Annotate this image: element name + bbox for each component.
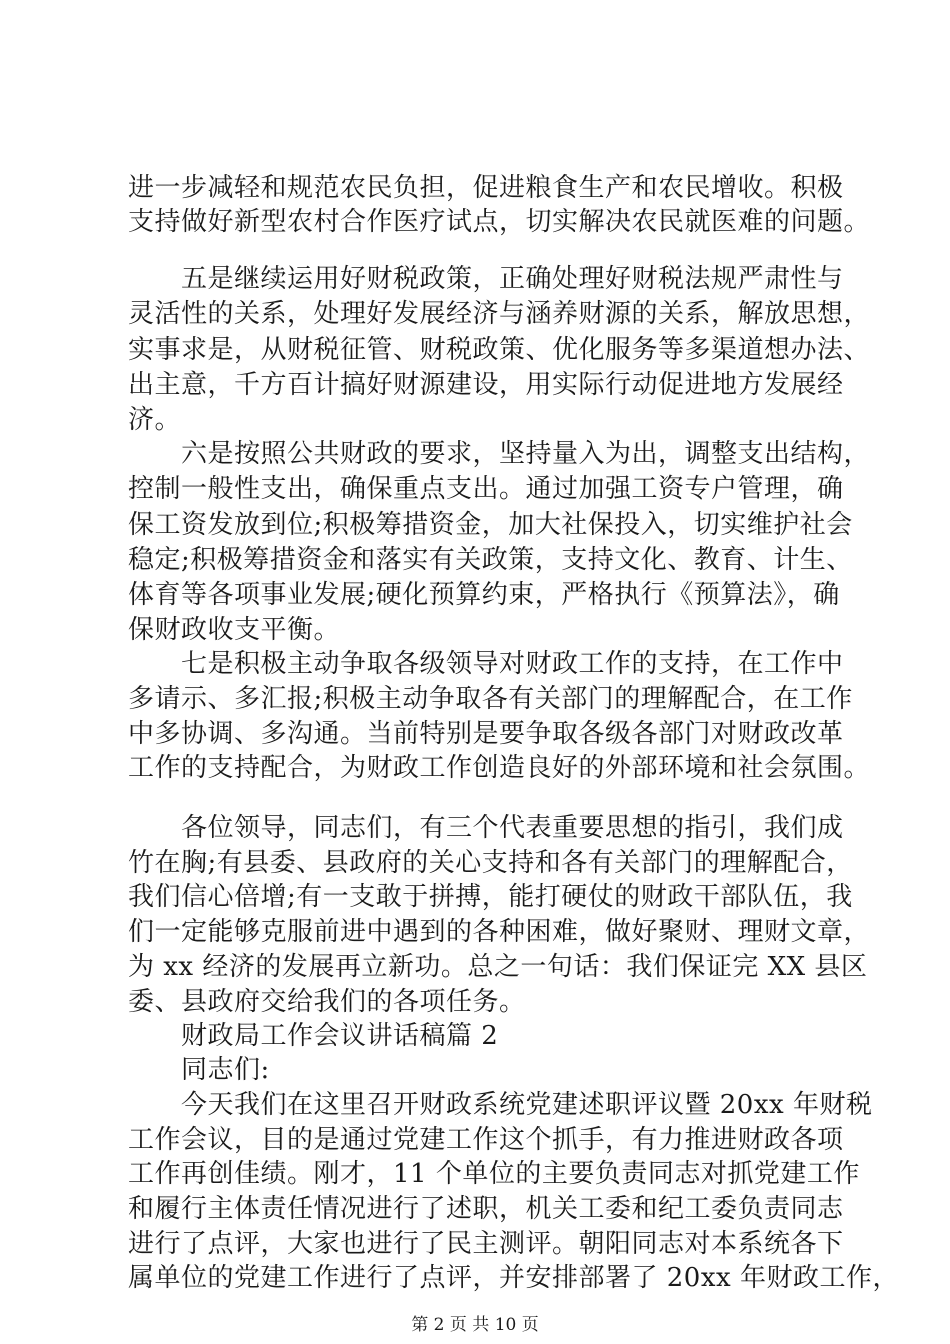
text-line: 七是积极主动争取各级领导对财政工作的支持，在工作中 (128, 649, 844, 679)
text-line: 工作的支持配合，为财政工作创造良好的外部环境和社会氛围。 (128, 753, 871, 783)
text-line: 保财政收支平衡。 (128, 615, 341, 645)
text-line: 灵活性的关系，处理好发展经济与涵养财源的关系，解放思想， (128, 299, 871, 329)
text-line: 体育等各项事业发展;硬化预算约束，严格执行《预算法》，确 (128, 580, 840, 610)
text-line: 实事求是，从财税征管、财税政策、优化服务等多渠道想办法、 (128, 335, 871, 365)
text-line: 出主意，千方百计搞好财源建设，用实际行动促进地方发展经 (128, 370, 844, 400)
text-line: 稳定;积极筹措资金和落实有关政策，支持文化、教育、计生、 (128, 545, 853, 575)
text-line: 多请示、多汇报;积极主动争取各有关部门的理解配合，在工作 (128, 684, 853, 714)
text-line: 和履行主体责任情况进行了述职，机关工委和纪工委负责同志 (128, 1194, 844, 1224)
text-line: 我们信心倍增;有一支敢于拼搏，能打硬仗的财政干部队伍，我 (128, 882, 853, 912)
text-line: 进行了点评，大家也进行了民主测评。朝阳同志对本系统各下 (128, 1229, 844, 1259)
text-line: 进一步减轻和规范农民负担，促进粮食生产和农民增收。积极 (128, 173, 844, 203)
text-line: 五是继续运用好财税政策，正确处理好财税法规严肃性与 (128, 264, 844, 294)
text-line: 属单位的党建工作进行了点评，并安排部署了 20xx 年财政工作， (128, 1263, 899, 1293)
text-line: 控制一般性支出，确保重点支出。通过加强工资专户管理，确 (128, 474, 844, 504)
text-line: 各位领导，同志们，有三个代表重要思想的指引，我们成 (128, 813, 844, 843)
text-line: 委、县政府交给我们的各项任务。 (128, 987, 526, 1017)
page-footer: 第 2 页 共 10 页 (411, 1315, 539, 1335)
text-line: 支持做好新型农村合作医疗试点，切实解决农民就医难的问题。 (128, 207, 871, 237)
text-line: 今天我们在这里召开财政系统党建述职评议暨 20xx 年财税 (128, 1090, 873, 1120)
section-heading: 财政局工作会议讲话稿篇 2 (128, 1021, 499, 1051)
text-line: 们一定能够克服前进中遇到的各种困难，做好聚财、理财文章， (128, 917, 871, 947)
text-line: 工作会议，目的是通过党建工作这个抓手，有力推进财政各项 (128, 1125, 844, 1155)
text-line: 工作再创佳绩。刚才，11 个单位的主要负责同志对抓党建工作 (128, 1159, 860, 1189)
text-line: 中多协调、多沟通。当前特别是要争取各级各部门对财政改革 (128, 719, 844, 749)
text-line: 六是按照公共财政的要求，坚持量入为出，调整支出结构， (128, 439, 871, 469)
text-line: 同志们: (128, 1055, 270, 1085)
text-line: 保工资发放到位;积极筹措资金，加大社保投入，切实维护社会 (128, 510, 853, 540)
text-line: 竹在胸;有县委、县政府的关心支持和各有关部门的理解配合， (128, 848, 853, 878)
text-line: 为 xx 经济的发展再立新功。总之一句话：我们保证完 XX 县区 (128, 952, 868, 982)
text-line: 济。 (128, 405, 182, 435)
